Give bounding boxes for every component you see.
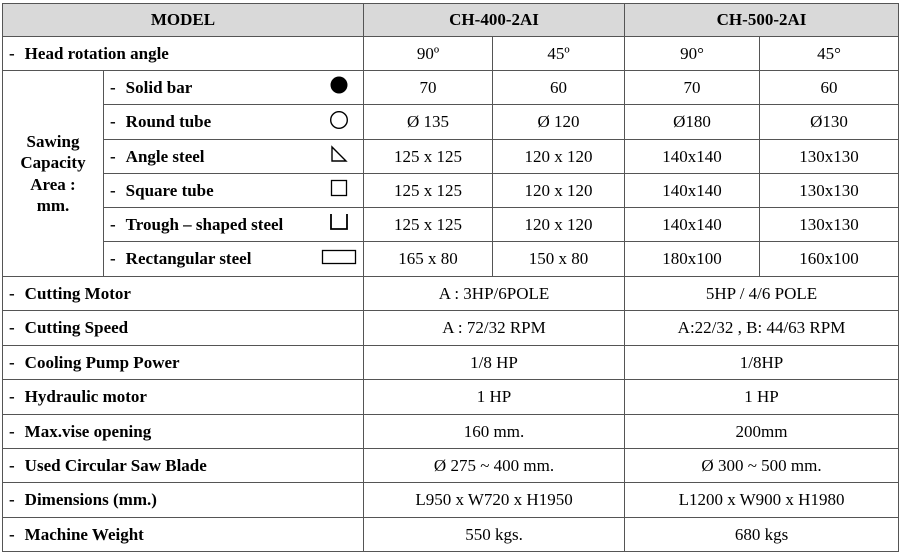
model-ch400-header: CH-400-2AI bbox=[364, 4, 625, 37]
dimensions-label: - Dimensions (mm.) bbox=[3, 483, 364, 518]
value-cell: 160 mm. bbox=[364, 415, 625, 449]
head-rotation-label: - Head rotation angle bbox=[3, 37, 364, 71]
value-cell: 180x100 bbox=[625, 242, 760, 277]
value-cell: 45º bbox=[493, 37, 625, 71]
value-cell: 140x140 bbox=[625, 140, 760, 174]
table-row bbox=[3, 242, 899, 277]
value-cell: 60 bbox=[760, 71, 899, 105]
value-cell: 130x130 bbox=[760, 140, 899, 174]
value-cell: Ø 275 ~ 400 mm. bbox=[364, 449, 625, 483]
value-cell: 150 x 80 bbox=[493, 242, 625, 277]
angle-steel-label: - Angle steel bbox=[104, 140, 364, 174]
value-cell: 165 x 80 bbox=[364, 242, 493, 277]
spec-table bbox=[2, 3, 899, 552]
table-row bbox=[3, 518, 899, 552]
value-cell: L950 x W720 x H1950 bbox=[364, 483, 625, 518]
value-cell: 120 x 120 bbox=[493, 174, 625, 208]
value-cell: Ø130 bbox=[760, 105, 899, 140]
table-row bbox=[3, 105, 899, 140]
value-cell: A:22/32 , B: 44/63 RPM bbox=[625, 311, 899, 346]
value-cell: 45° bbox=[760, 37, 899, 71]
table-row bbox=[3, 346, 899, 380]
trough-steel-icon bbox=[321, 212, 357, 237]
value-cell: A : 3HP/6POLE bbox=[364, 277, 625, 311]
model-header: MODEL bbox=[3, 4, 364, 37]
value-cell: 125 x 125 bbox=[364, 140, 493, 174]
table-row bbox=[3, 380, 899, 415]
value-cell: 70 bbox=[625, 71, 760, 105]
rectangular-steel-label: - Rectangular steel bbox=[104, 242, 364, 277]
hollow-circle-icon bbox=[321, 110, 357, 135]
value-cell: Ø180 bbox=[625, 105, 760, 140]
table-row bbox=[3, 277, 899, 311]
table-row bbox=[3, 208, 899, 242]
value-cell: 125 x 125 bbox=[364, 208, 493, 242]
value-cell: 140x140 bbox=[625, 174, 760, 208]
hydraulic-motor-label: - Hydraulic motor bbox=[3, 380, 364, 415]
value-cell: 120 x 120 bbox=[493, 208, 625, 242]
table-row bbox=[3, 415, 899, 449]
value-cell: 140x140 bbox=[625, 208, 760, 242]
value-cell: Ø 120 bbox=[493, 105, 625, 140]
value-cell: A : 72/32 RPM bbox=[364, 311, 625, 346]
cooling-pump-label: - Cooling Pump Power bbox=[3, 346, 364, 380]
value-cell: 130x130 bbox=[760, 208, 899, 242]
rectangle-steel-icon bbox=[321, 248, 357, 271]
max-vise-opening-label: - Max.vise opening bbox=[3, 415, 364, 449]
table-row bbox=[3, 174, 899, 208]
value-cell: L1200 x W900 x H1980 bbox=[625, 483, 899, 518]
solid-bar-label: - Solid bar bbox=[104, 71, 364, 105]
table-row bbox=[3, 140, 899, 174]
value-cell: 90° bbox=[625, 37, 760, 71]
value-cell: 550 kgs. bbox=[364, 518, 625, 552]
value-cell: 160x100 bbox=[760, 242, 899, 277]
trough-steel-label: - Trough – shaped steel bbox=[104, 208, 364, 242]
saw-blade-label: - Used Circular Saw Blade bbox=[3, 449, 364, 483]
table-row bbox=[3, 483, 899, 518]
value-cell: 1 HP bbox=[625, 380, 899, 415]
value-cell: 680 kgs bbox=[625, 518, 899, 552]
value-cell: 125 x 125 bbox=[364, 174, 493, 208]
cutting-motor-label: - Cutting Motor bbox=[3, 277, 364, 311]
value-cell: 120 x 120 bbox=[493, 140, 625, 174]
value-cell: 70 bbox=[364, 71, 493, 105]
value-cell: Ø 135 bbox=[364, 105, 493, 140]
angle-steel-icon bbox=[321, 145, 357, 168]
value-cell: Ø 300 ~ 500 mm. bbox=[625, 449, 899, 483]
round-tube-label: - Round tube bbox=[104, 105, 364, 140]
value-cell: 1 HP bbox=[364, 380, 625, 415]
value-cell: 200mm bbox=[625, 415, 899, 449]
square-tube-icon bbox=[321, 178, 357, 203]
cutting-speed-label: - Cutting Speed bbox=[3, 311, 364, 346]
square-tube-label: - Square tube bbox=[104, 174, 364, 208]
value-cell: 130x130 bbox=[760, 174, 899, 208]
value-cell: 90º bbox=[364, 37, 493, 71]
value-cell: 1/8 HP bbox=[364, 346, 625, 380]
value-cell: 5HP / 4/6 POLE bbox=[625, 277, 899, 311]
table-row bbox=[3, 311, 899, 346]
solid-circle-icon bbox=[321, 75, 357, 100]
table-row bbox=[3, 449, 899, 483]
sawing-capacity-label: Sawing Capacity Area : mm. bbox=[3, 71, 104, 277]
value-cell: 60 bbox=[493, 71, 625, 105]
value-cell: 1/8HP bbox=[625, 346, 899, 380]
machine-weight-label: - Machine Weight bbox=[3, 518, 364, 552]
table-row bbox=[3, 37, 899, 71]
table-row bbox=[3, 71, 899, 105]
model-ch500-header: CH-500-2AI bbox=[625, 4, 899, 37]
header-row bbox=[3, 4, 899, 37]
